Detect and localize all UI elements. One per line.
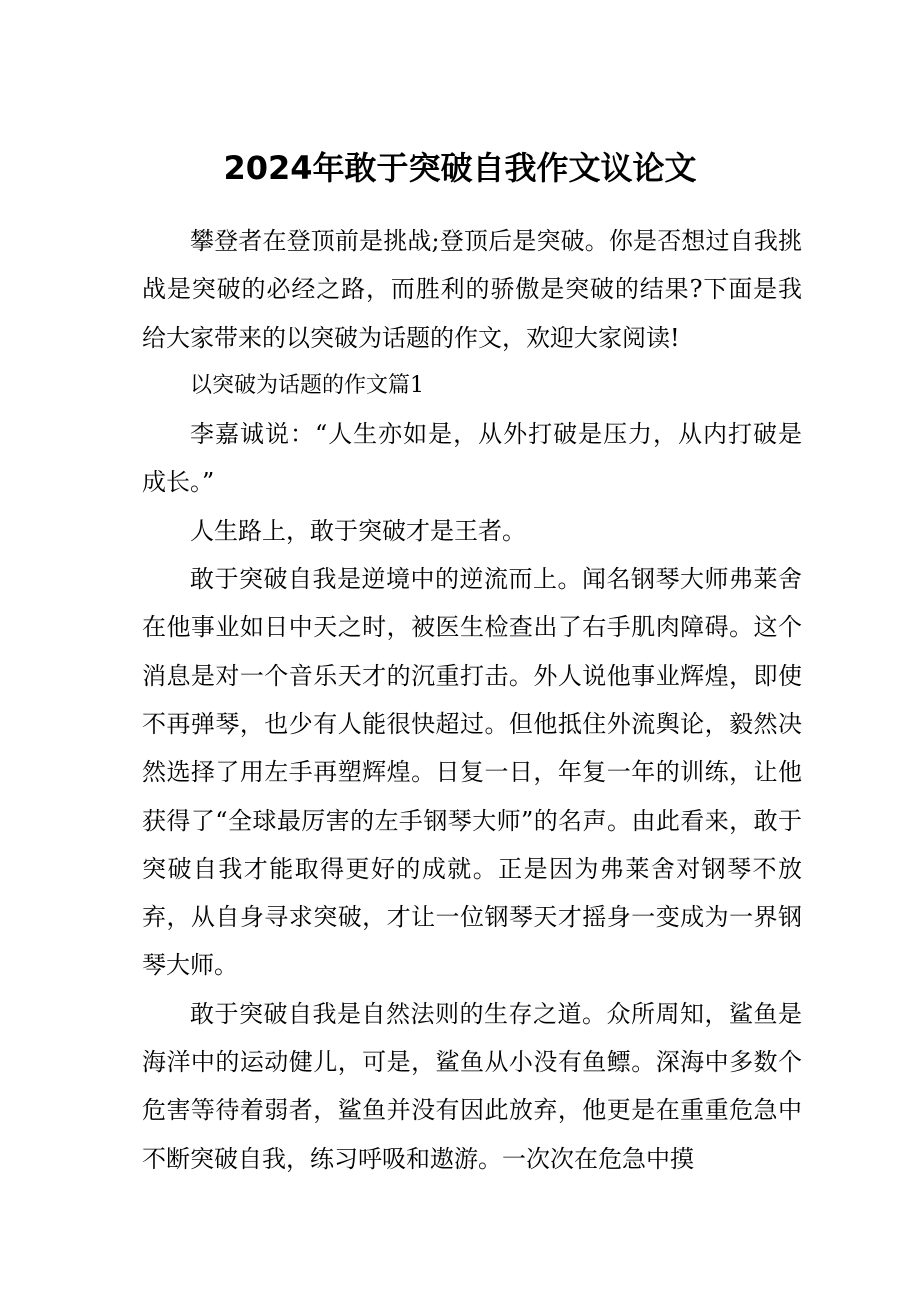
body-paragraph-pianist: 敢于突破自我是逆境中的逆流而上。闻名钢琴大师弗莱舍在他事业如日中天之时，被医生检查出了右手肌肉障碍。这个消息是对一个音乐天才的沉重打击。外人说他事业辉煌，即使不再弹琴，也少有人能很快超过。但他抵住外流舆论，毅然决然选择了用左手再塑辉煌。日复一日，年复一年的训练，让他获得了“全球最厉害的左手钢琴大师”的名声。由此看来，敢于突破自我才能取得更好的成就。正是因为弗莱舍对钢琴不放弃，从自身寻求突破，才让一位钢琴天才摇身一变成为一界钢琴大师。 [142,565,802,980]
body-paragraph-shark: 敢于突破自我是自然法则的生存之道。众所周知，鲨鱼是海洋中的运动健儿，可是，鲨鱼从小没有鱼鳔。深海中多数个危害等待着弱者，鲨鱼并没有因此放弃，他更是在重重危急中不断突破自我，练习呼吸和遨游。一次次在危急中摸 [142,999,802,1173]
thesis-paragraph: 人生路上，敢于突破才是王者。 [190,516,526,545]
section-heading: 以突破为话题的作文篇1 [190,372,424,398]
document-title: 2024年敢于突破自我作文议论文 [223,149,697,187]
document-body [142,217,802,1183]
intro-paragraph: 攀登者在登顶前是挑战;登顶后是突破。你是否想过自我挑战是突破的必经之路，而胜利的骄傲是突破的结果?下面是我给大家带来的以突破为话题的作文，欢迎大家阅读! [142,227,802,352]
quote-paragraph: 李嘉诚说：“人生亦如是，从外打破是压力，从内打破是成长。” [142,420,802,497]
